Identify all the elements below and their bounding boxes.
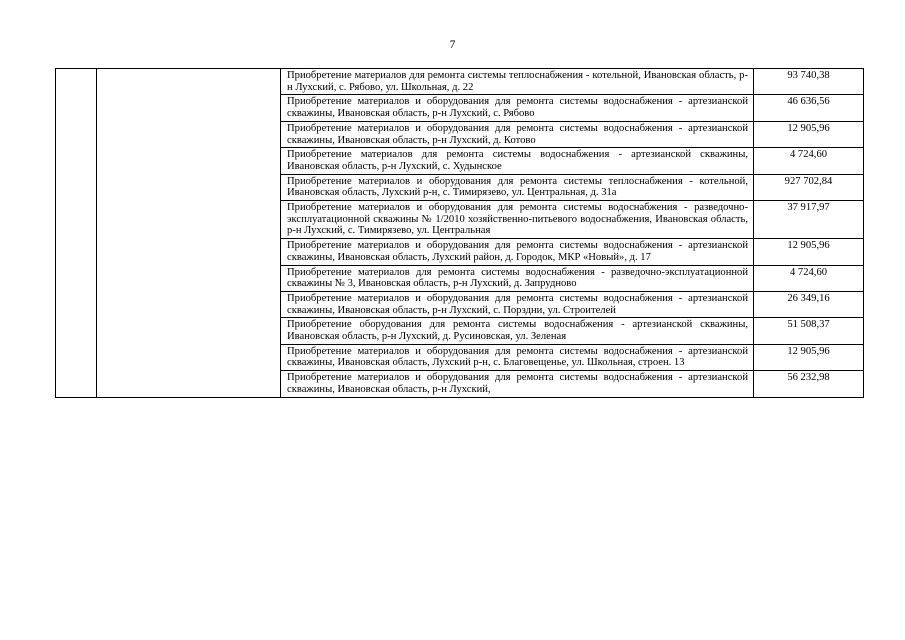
row-amount: 46 636,56 [754,95,864,121]
row-amount: 12 905,96 [754,344,864,370]
row-description: Приобретение материалов и оборудования для ремонта системы водоснабжения - разведочно-эксплуатационной скважины № 1/2010 хозяйственно-питьевого водоснабжения, Ивановская область, р-н Лухский, с. Тимирязево, ул. Центральная [281,201,754,239]
row-amount: 37 917,97 [754,201,864,239]
name-column-cell [97,69,281,398]
row-description: Приобретение материалов для ремонта системы водоснабжения - разведочно-эксплуатационной скважины № 3, Ивановская область, р-н Лухский, д. Запрудново [281,265,754,291]
row-description: Приобретение материалов для ремонта системы теплоснабжения - котельной, Ивановская область, р-н Лухский, с. Рябово, ул. Школьная, д. 22 [281,69,754,95]
number-column-cell [56,69,97,398]
row-description: Приобретение материалов и оборудования для ремонта системы водоснабжения - артезианской скважины, Ивановская область, Лухский район, д. Городок, МКР «Новый», д. 17 [281,239,754,265]
row-amount: 4 724,60 [754,148,864,174]
row-amount: 12 905,96 [754,239,864,265]
page-number: 7 [449,39,456,51]
row-amount: 927 702,84 [754,174,864,200]
row-description: Приобретение материалов и оборудования для ремонта системы водоснабжения - артезианской скважины, Ивановская область, р-н Лухский, с. Порздни, ул. Строителей [281,291,754,317]
row-amount: 51 508,37 [754,318,864,344]
row-amount: 26 349,16 [754,291,864,317]
row-description: Приобретение материалов и оборудования для ремонта системы водоснабжения - артезианской скважины, Ивановская область, р-н Лухский, д. Котово [281,121,754,147]
row-amount: 56 232,98 [754,371,864,397]
row-description: Приобретение материалов и оборудования для ремонта системы водоснабжения - артезианской скважины, Ивановская область, р-н Лухский, с. Рябово [281,95,754,121]
expenses-table [55,68,864,398]
row-amount: 4 724,60 [754,265,864,291]
row-description: Приобретение материалов и оборудования для ремонта системы теплоснабжения - котельной, Ивановская область, Лухский р-н, с. Тимирязево, ул. Центральная, д. 31а [281,174,754,200]
row-description: Приобретение материалов для ремонта системы водоснабжения - артезианской скважины, Ивановская область, р-н Лухский, с. Худынское [281,148,754,174]
row-amount: 12 905,96 [754,121,864,147]
row-amount: 93 740,38 [754,69,864,95]
row-description: Приобретение материалов и оборудования для ремонта системы водоснабжения - артезианской скважины, Ивановская область, Лухский р-н, с. Благовещенье, ул. Школьная, строен. 13 [281,344,754,370]
row-description: Приобретение материалов и оборудования для ремонта системы водоснабжения - артезианской скважины, Ивановская область, р-н Лухский, [281,371,754,397]
row-description: Приобретение оборудования для ремонта системы водоснабжения - артезианской скважины, Ивановская область, р-н Лухский, д. Русиновская, ул. Зеленая [281,318,754,344]
table-row [56,69,864,95]
